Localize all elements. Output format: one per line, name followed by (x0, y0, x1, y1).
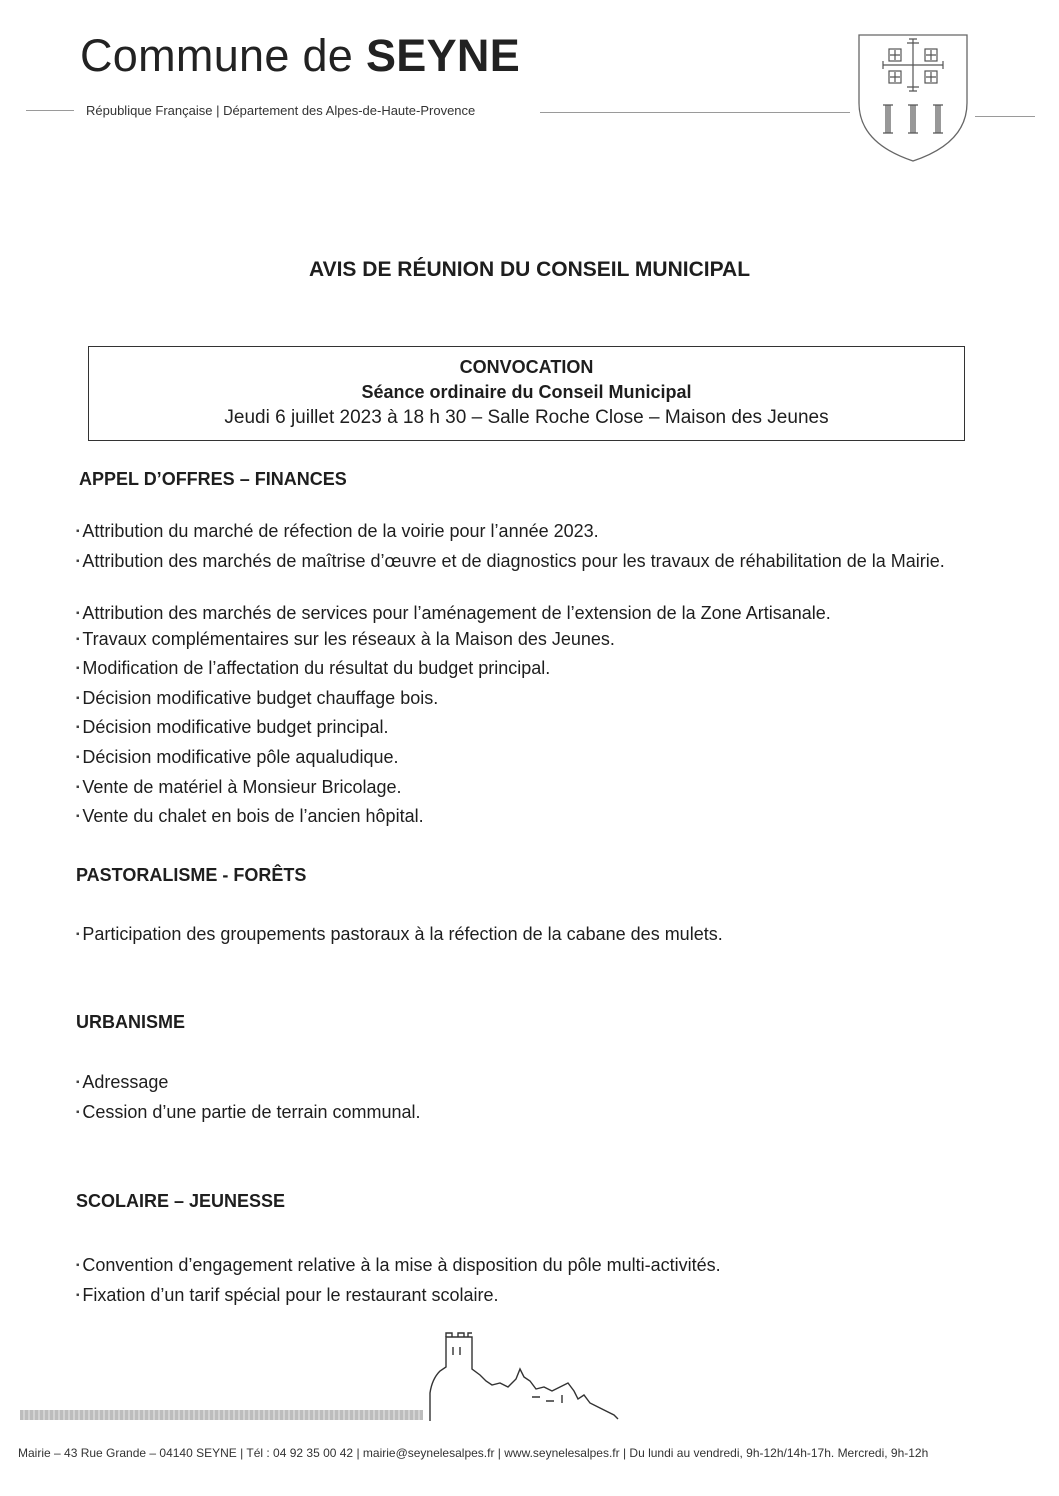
village-castle-illustration (428, 1331, 620, 1423)
agenda-item: ▪ Attribution des marchés de maîtrise d’œuvre et de diagnostics pour les travaux de réhabilitation de la Mairie. (76, 548, 971, 575)
header-rule-left (26, 110, 74, 111)
section-title-pastoralisme: PASTORALISME - FORÊTS (76, 865, 307, 885)
footer-decorative-bar (20, 1410, 423, 1420)
agenda-item: ▪ Décision modificative pôle aqualudique. (76, 744, 971, 771)
agenda-item: ▪ Participation des groupements pastoraux à la réfection de la cabane des mulets. (76, 921, 971, 948)
agenda-item: ▪ Fixation d’un tarif spécial pour le restaurant scolaire. (76, 1282, 971, 1309)
agenda-item: ▪ Cession d’une partie de terrain communal. (76, 1099, 971, 1126)
agenda-item: ▪ Travaux complémentaires sur les réseaux à la Maison des Jeunes. (76, 626, 971, 653)
agenda-item: ▪ Décision modificative budget principal. (76, 714, 971, 741)
agenda-item: ▪ Modification de l’affectation du résultat du budget principal. (76, 655, 971, 682)
agenda-item: ▪ Vente du chalet en bois de l’ancien hôpital. (76, 803, 971, 830)
commune-name: SEYNE (365, 30, 521, 81)
agenda-item: ▪ Attribution des marchés de services pour l’aménagement de l’extension de la Zone Artisanale. (76, 600, 971, 627)
agenda-item: ▪ Adressage (76, 1069, 971, 1096)
header-rule-middle (540, 112, 850, 113)
header-rule-right (975, 116, 1035, 117)
section-title-scolaire: SCOLAIRE – JEUNESSE (76, 1191, 286, 1211)
section-title-urbanisme: URBANISME (76, 1012, 186, 1032)
coat-of-arms-logo (853, 33, 973, 163)
header-subtitle: République Française | Département des Alpes-de-Haute-Provence (86, 103, 476, 118)
convocation-box (88, 346, 965, 441)
session-type: Séance ordinaire du Conseil Municipal (361, 382, 692, 402)
agenda-item: ▪ Convention d’engagement relative à la mise à disposition du pôle multi-activités. (76, 1252, 971, 1279)
commune-title-prefix: Commune de (80, 30, 354, 81)
session-details: Jeudi 6 juillet 2023 à 18 h 30 – Salle Roche Close – Maison des Jeunes (224, 407, 829, 428)
convocation-label: CONVOCATION (459, 357, 594, 377)
notice-title: AVIS DE RÉUNION DU CONSEIL MUNICIPAL (308, 258, 751, 281)
commune-title (80, 30, 520, 82)
section-title-finances: APPEL D’OFFRES – FINANCES (79, 469, 347, 489)
agenda-item: ▪ Décision modificative budget chauffage bois. (76, 685, 971, 712)
footer-contact-info: Mairie – 43 Rue Grande – 04140 SEYNE | Tél : 04 92 35 00 42 | mairie@seynelesalpes.fr | www.seynelesalpes.fr | Du lundi au vendredi, 9h-12h/14h-17h. Mercredi, 9h-12h (18, 1446, 929, 1460)
agenda-item: ▪ Vente de matériel à Monsieur Bricolage. (76, 774, 971, 801)
agenda-item: ▪ Attribution du marché de réfection de la voirie pour l’année 2023. (76, 518, 971, 545)
